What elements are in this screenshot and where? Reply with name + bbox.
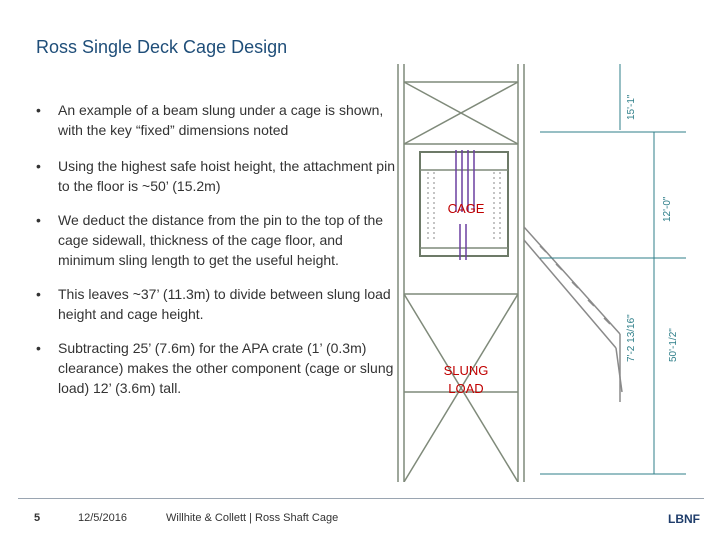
footer-credit: Willhite & Collett | Ross Shaft Cage [166,512,339,524]
dimension-text: 50'-1/2" [668,328,679,362]
shaft-frame [398,64,524,482]
staircase [524,227,622,402]
bullet-item: • This leaves ~37’ (11.3m) to divide between slung load height and cage height. [36,284,396,324]
slung-label-line2: LOAD [448,381,484,396]
dimension-text: 15'-1" [626,94,637,120]
bullet-item: • An example of a beam slung under a cage is shown, with the key “fixed” dimensions noted [36,100,396,140]
dimension-text: 12'-0" [662,196,673,222]
bullet-item: • We deduct the distance from the pin to the top of the cage sidewall, thickness of the cage floor, and minimum sling length to get the useful height. [36,210,396,270]
cage-shaft-drawing [390,62,700,482]
slung-label-line1: SLUNG [443,363,489,378]
slide-title: Ross Single Deck Cage Design [36,37,288,57]
bullet-list [36,100,396,412]
footer-date: 12/5/2016 [78,512,127,524]
cage-label: CAGE [447,201,485,216]
page-number: 5 [34,512,41,524]
dimension-text: 7'-2 13/16" [626,314,637,362]
bullet-item: • Subtracting 25’ (7.6m) for the APA crate (1’ (0.3m) clearance) makes the other component (cage or slung load) 12’ (3.6m) tall. [36,338,396,398]
footer-divider [18,498,704,499]
bullet-item: • Using the highest safe hoist height, the attachment pin to the floor is ~50’ (15.2m) [36,156,396,196]
lbnf-logo: LBNF [668,512,700,526]
slung-load-label [436,362,496,398]
